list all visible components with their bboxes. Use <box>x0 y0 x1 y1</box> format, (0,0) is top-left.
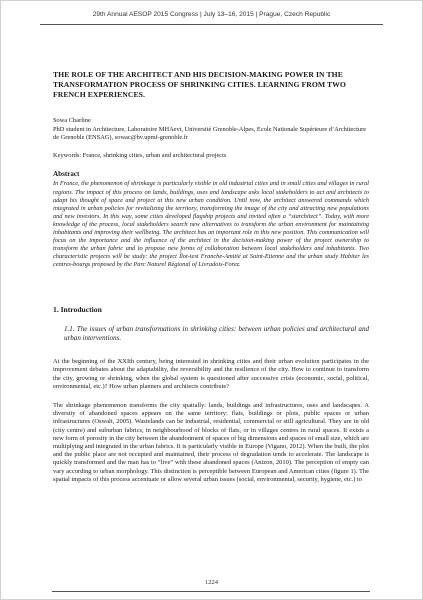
page-number: 1224 <box>204 579 219 586</box>
body-paragraph: The shrinkage phenomenon transforms the city spatially: lands, buildings and infrastructures, uses and landscapes. A diversity of abandoned spaces appears on the same territory: flats, buildings or plots, public spaces or urban infrastructures (Oswalt, 2005). Wastelands can be industrial, residential, commercial or still agricultural. They are in old (city centre) and suburban fabrics, in neighbourhood of blocks of flats, or in villages centres in rural spaces. It exists a new form of porosity in the city between the abandonment of spaces of big dimensions and spaces of small size, which are multiplying and integrated in the urban fabrics. It is particularly visible in Europe (Vigano, 2012). When the built, the plot and the public place are not occupied and maintained, their process of degradation tends to accelerate. The landscape is quickly transformed and the man has to “live” with these abandoned spaces (Anizon, 2010). The perception of empty can vary according to urban morphology. This distinction is perceptible between European and American cities (figure 1). The spatial impacts of this process accentuate or allow several urban issues (social, environmental, security, hygiene, etc.) to <box>53 401 369 483</box>
author-affiliation: PhD student in Architecture, Laboratoire MHAevt, Université Grenoble-Alpes, Ecole Nationale Supérieure d’Architecture de Grenoble (ENSAG), sowac@bv.upmf-grenoble.fr <box>53 125 367 141</box>
header-rule <box>40 24 383 25</box>
keywords: Keywords: France, shrinking cities, urban and architectural projects <box>53 152 227 160</box>
body-paragraph: At the beginning of the XXIth century, being interested in shrinking cities and their urban evolution participates in the improvement debates about the adaptability, the reversibility and the resilience of the city. How to continue to transform the city, growing or shrinking, when the global system is questioned after successive crisis (economic, social, political, environmental, etc.)? How urban planners and architects contribute? <box>53 358 369 390</box>
paper-body <box>53 70 369 484</box>
subsection-heading: 1.1. The issues of urban transformations in shrinking cities: between urban policies and architectural and urban interventions. <box>64 324 369 343</box>
abstract-heading: Abstract <box>53 170 80 179</box>
paper-title: THE ROLE OF THE ARCHITECT AND HIS DECISION-MAKING POWER IN THE TRANSFORMATION PROCESS OF SHRINKING CITIES. LEARNING FROM TWO FRENCH EXPERIENCES. <box>53 70 346 100</box>
section-heading: 1. Introduction <box>53 304 102 314</box>
footer-rule <box>52 591 370 592</box>
author-block <box>53 117 369 142</box>
abstract-text: In France, the phenomenon of shrinkage is particularly visible in old industrial cities and in small cities and villages in rural regions. The impact of this process on lands, buildings, uses and landscape asks local stakeholders to act and architects to adapt his thought of space and project at this new urban condition. Until now, the architect answered commands which integrated in urban policies for revitalizing the territory, transforming the image of the city and attracting new populations and new investors. In this way, some cities developed flagship projects and invited often a “starchitect”. Today, with more knowledge of the process, local stakeholders search new alternatives to transform the urban environment for maintaining inhabitants and improving their wellbeing. The architect has an important role in this new position. This communication will focus on the importance and the influence of the architect in the decision-making power of the project ownership to transform the urban fabric and to propose new forms of collaboration between local stakeholders and inhabitants. Two characteristic projects will be study: the project Îlot-test Franche-Amitié at Saint-Etienne and the urban study Habiter les centres-bourgs proposed by the Parc Naturel Régional of Livradois-Forez. <box>53 180 369 268</box>
running-header: 29th Annual AESOP 2015 Congress | July 13–16, 2015 | Prague, Czech Republic <box>92 11 331 18</box>
author-name: Sowa Charline <box>53 117 91 125</box>
